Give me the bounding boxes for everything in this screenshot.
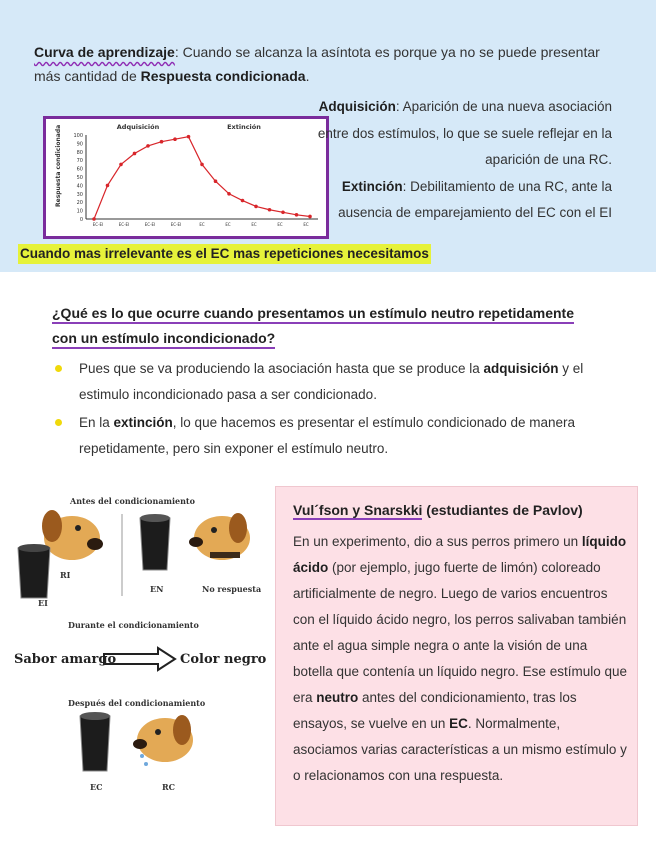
learning-curve-title: Curva de aprendizaje [34,44,175,60]
dog-neutral-icon [189,513,250,560]
y-tick-label: 40 [76,183,83,190]
bullet2-text-a: En la [79,415,114,430]
question-title [52,301,592,351]
after-conditioning-title: Después del condicionamiento [68,698,206,708]
definitions-block [312,94,612,227]
y-tick-label: 80 [76,149,83,156]
data-point [295,213,299,217]
extinction-definition: : Debilitamiento de una RC, ante la ausencia de emparejamiento del EC con el EI [338,178,612,220]
learning-curve-svg [46,119,326,236]
learning-curve-paragraph [34,40,614,88]
y-tick-label: 10 [76,208,83,215]
data-point [268,208,272,212]
bullet1-text-b: y el estimulo incondicionado pasa a ser condicionado. [79,361,584,402]
data-point [106,184,110,188]
acquisition-chart-label: Adquisición [116,123,160,131]
data-point [146,144,150,148]
experiment-text-3: antes del condicionamiento, tras los ensayos, se vuelve en un [293,690,577,731]
list-item [55,356,615,408]
x-tick-label: EC-EI [118,222,130,227]
x-tick-label: EC [225,222,231,227]
x-tick-label: EC [277,222,283,227]
data-point [214,179,218,183]
ec-label: EC [90,782,103,792]
data-point [160,140,164,144]
acquisition-definition: : Aparición de una nueva asociación entre dos estímulos, lo que se suele reflejar en la aparición de una RC. [317,99,612,167]
experiment-text [293,529,628,789]
experiment-box [275,486,638,826]
during-conditioning-title: Durante el condicionamiento [68,620,199,630]
y-tick-label: 20 [76,200,83,207]
data-point [173,137,177,141]
x-tick-label: EC [251,222,257,227]
bullet2-text-b: , lo que hacemos es presentar el estímulo condicionado de manera repetidamente, pero sin exponer el estímulo neutro. [79,415,576,456]
y-tick-label: 0 [79,217,83,223]
learning-curve-chart [43,116,329,239]
series-line [94,137,310,219]
x-tick-label: EC [199,222,205,227]
dog-salivating-icon [133,715,193,766]
extinction-label: Extinción [341,178,403,194]
bullet-dot-icon [55,419,62,426]
question-title-line1: ¿Qué es lo que ocurre cuando presentamos un estímulo neutro repetidamente [52,305,574,324]
conditioned-response-term: Respuesta condicionada [140,68,306,84]
bitter-taste-label: Sabor amargo [14,652,117,667]
ri-label: RI [60,570,71,580]
experiment-text-2: (por ejemplo, jugo fuerte de limón) coloreado artificialmente de negro. Luego de varios encuentros con el líquido ácido negro, los perros salivaban también ante el agua simple negra o ante la visión de una botella que contenía un líquido negro. Ese estímulo que era [293,560,627,705]
list-item [55,410,615,462]
y-tick-label: 100 [73,133,83,139]
acquisition-label: Adquisición [318,99,396,114]
ei-label: EI [38,598,48,608]
black-color-label: Color negro [180,652,267,667]
black-glass-en-icon [140,514,170,570]
data-point [119,163,123,167]
experiment-title-rest: (estudiantes de Pavlov) [422,502,583,518]
y-axis-label: Respuesta condicionada [55,124,62,207]
acid-liquid-term: líquido ácido [293,534,627,575]
data-point [281,210,285,214]
black-glass-ec-icon [80,712,110,771]
no-response-label: No respuesta [202,584,262,594]
experiment-text-1: En un experimento, dio a sus perros primero un [293,534,582,549]
ec-term: EC [449,716,468,731]
black-glass-icon [18,544,50,598]
before-conditioning-title: Antes del condicionamiento [70,496,195,506]
experiment-title [293,502,583,518]
extinction-chart-label: Extinción [227,123,261,131]
data-point [227,192,231,196]
data-point [200,163,204,167]
y-tick-label: 60 [76,166,83,173]
y-tick-label: 90 [76,141,83,148]
bullet1-bold: adquisición [483,361,559,376]
question-title-line2: con un estímulo incondicionado? [52,330,275,349]
dog-drinking-icon [42,510,103,560]
y-tick-label: 50 [76,175,83,181]
neutral-term: neutro [316,690,359,705]
answer-list [55,356,615,464]
experiment-text-4: . Normalmente, asociamos varias características a un mismo estímulo y o relacionamos con una respuesta. [293,716,627,783]
data-point [133,152,137,156]
bullet1-text-a: Pues que se va produciendo la asociación hasta que se produce la [79,361,484,376]
en-label: EN [150,584,164,594]
x-tick-label: EC [303,222,309,227]
data-point [241,199,245,203]
experiment-title-authors: Vul´fson y Snarskki [293,502,423,518]
bullet2-bold: extinción [113,415,173,430]
y-tick-label: 30 [76,191,83,198]
data-point [92,217,96,221]
x-tick-label: EC-EI [144,222,156,227]
x-tick-label: EC-EI [92,222,104,227]
conditioning-diagram [0,486,270,826]
rc-label: RC [162,782,176,792]
highlighted-note: Cuando mas irrelevante es el EC mas repeticiones necesitamos [18,244,431,264]
bullet-dot-icon [55,365,62,372]
data-point [254,205,258,209]
learning-curve-end: . [305,68,310,84]
y-tick-label: 70 [76,158,83,165]
learning-curve-text: : Cuando se alcanza la asíntota es porque ya no se puede presentar más cantidad de [34,44,600,84]
x-tick-label: EC-EI [170,222,182,227]
data-point [187,135,191,139]
